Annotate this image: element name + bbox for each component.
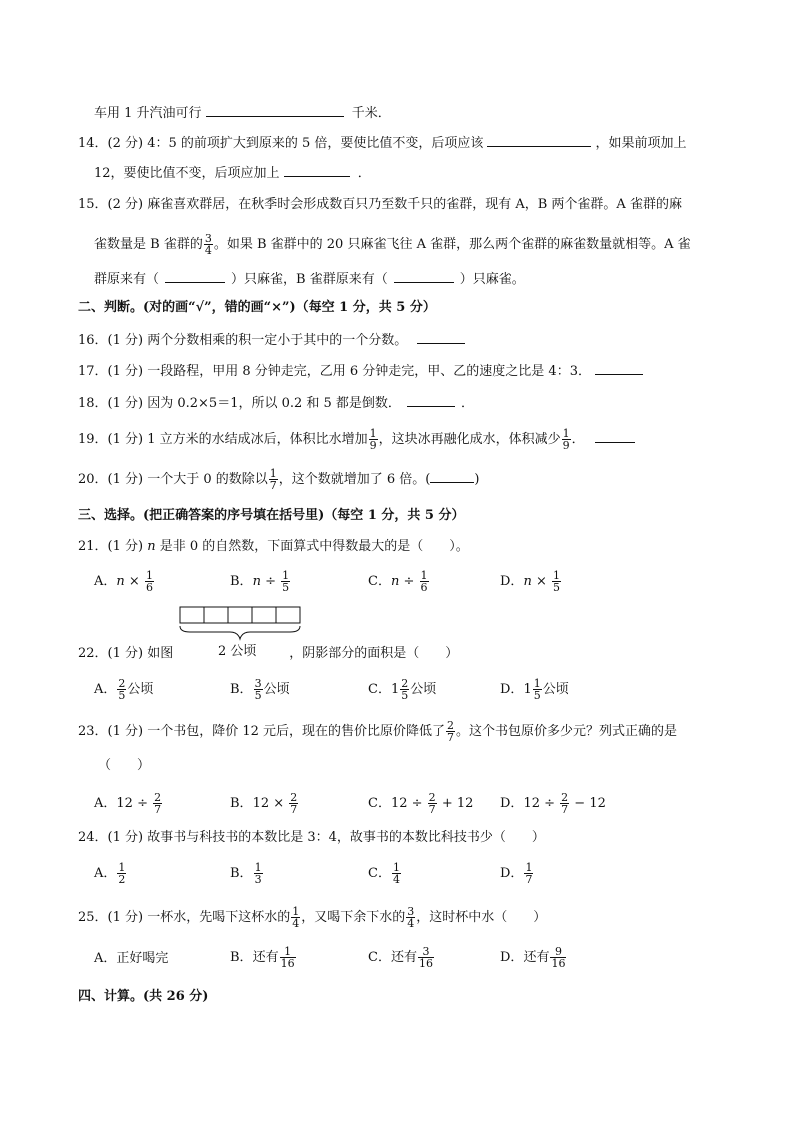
q23-option-b[interactable]: B．12 × $\frac{2}{7}$	[230, 791, 298, 816]
q15-line3-c: ）只麻雀。	[459, 272, 525, 287]
q20-c: )	[474, 472, 480, 487]
q16	[78, 330, 465, 350]
q21-option-c[interactable]: C．n ÷ $\frac{1}{6}$	[368, 569, 428, 594]
q25-c: ，这时杯中水（ ）	[416, 910, 547, 925]
q25	[78, 906, 546, 929]
q22-a: 22．(1 分) 如图	[78, 646, 174, 661]
q17-text: 17．(1 分) 一段路程，甲用 8 分钟走完，乙用 6 分钟走完，甲、乙的速度之比是 4：3．	[78, 364, 591, 379]
q14-mid: ，如果前项加上	[595, 136, 687, 151]
q20-a: 20．(1 分) 一个大于 0 的数除以	[78, 472, 268, 487]
q20	[78, 468, 479, 491]
q21-option-b[interactable]: B．n ÷ $\frac{1}{5}$	[230, 569, 290, 594]
q19-b: ，这块冰再融化成水，体积减少	[378, 432, 561, 447]
q18-text: 18．(1 分) 因为 0.2×5＝1，所以 0.2 和 5 都是倒数．	[78, 396, 401, 411]
q15-line3-a: 群原来有（	[94, 272, 160, 287]
q18-blank[interactable]	[407, 393, 455, 407]
q13-text: 车用 1 升汽油可行	[94, 106, 202, 121]
q25-fraction-2: $\frac{3}{4}$	[407, 905, 415, 930]
q15-fraction: $\frac{3}{4}$	[204, 232, 212, 257]
q15-line2	[94, 233, 691, 256]
q20-b: ，这个数就增加了 6 倍。(	[278, 472, 431, 487]
q17	[78, 361, 643, 381]
q13-tail	[94, 103, 391, 123]
q25-option-c[interactable]: C．还有 $\frac{3}{16}$	[368, 945, 433, 970]
q25-b: ，又喝下余下水的	[301, 910, 406, 925]
q22-option-c[interactable]: C．1 $\frac{2}{5}$ 公顷	[368, 677, 437, 702]
q25-option-a[interactable]: A．正好喝完	[94, 951, 169, 966]
q14-line2	[94, 163, 371, 183]
q22-option-b[interactable]: B． $\frac{3}{5}$ 公顷	[230, 677, 290, 702]
q17-blank[interactable]	[595, 361, 643, 375]
q23-b: 。这个书包原价多少元？列式正确的是	[456, 724, 678, 739]
q23-fraction: $\frac{2}{7}$	[447, 719, 455, 744]
q14-end: ．	[357, 166, 371, 181]
q23-option-c[interactable]: C．12 ÷ $\frac{2}{7}$ + 12	[368, 791, 474, 816]
q21-option-a[interactable]: A．n × $\frac{1}{6}$	[94, 569, 153, 594]
section-2-heading: 二、判断。(对的画“√”，错的画“×”)（每空 1 分，共 5 分）	[78, 300, 436, 315]
q19	[78, 428, 635, 451]
q22-figure-label: 2 公顷	[218, 644, 257, 659]
q19-fraction-2: $\frac{1}{9}$	[562, 427, 570, 452]
section-3-heading: 三、选择。(把正确答案的序号填在括号里)（每空 1 分，共 5 分）	[78, 508, 465, 523]
q16-blank[interactable]	[417, 330, 465, 344]
q22-option-a[interactable]: A． $\frac{2}{5}$ 公顷	[94, 677, 154, 702]
q15-line3-b: ）只麻雀，B 雀群原来有（	[231, 272, 388, 287]
q19-blank[interactable]	[595, 429, 635, 443]
q22-figure	[178, 606, 306, 646]
q19-a: 19．(1 分) 1 立方米的水结成冰后，体积比水增加	[78, 432, 368, 447]
q23	[78, 720, 677, 743]
q15-line3	[94, 269, 525, 289]
q15-blank-b[interactable]	[394, 269, 454, 283]
q15-blank-a[interactable]	[165, 269, 225, 283]
q14-line2-text: 12，要使比值不变，后项应加上	[94, 166, 280, 181]
q22	[78, 645, 458, 663]
q15-line2-a: 雀数量是 B 雀群的	[94, 237, 203, 252]
q25-fraction-1: $\frac{1}{4}$	[292, 905, 300, 930]
q13-answer-blank[interactable]	[206, 103, 344, 117]
q14-text: 14．(2 分) 4：5 的前项扩大到原来的 5 倍，要使比值不变，后项应该	[78, 136, 484, 151]
q24: 24．(1 分) 故事书与科技书的本数比是 3：4，故事书的本数比科技书少（ ）	[78, 830, 545, 845]
q23-option-d[interactable]: D．12 ÷ $\frac{2}{7}$ − 12	[500, 791, 606, 816]
q23-answer-paren: （ ）	[98, 758, 151, 773]
q21-var: n	[147, 539, 156, 554]
q18	[78, 393, 474, 413]
q16-text: 16．(1 分) 两个分数相乘的积一定小于其中的一个分数。	[78, 333, 408, 348]
q19-fraction-1: $\frac{1}{9}$	[369, 427, 377, 452]
q15-line1: 15．(2 分) 麻雀喜欢群居，在秋季时会形成数百只乃至数千只的雀群，现有 A，B 两个雀群。A 雀群的麻	[78, 197, 682, 212]
q18-end: ．	[460, 396, 474, 411]
q21	[78, 538, 469, 556]
q23-a: 23．(1 分) 一个书包，降价 12 元后，现在的售价比原价降低了	[78, 724, 446, 739]
section-4-heading: 四、计算。(共 26 分)	[78, 989, 209, 1004]
q24-option-a[interactable]: A． $\frac{1}{2}$	[94, 861, 126, 886]
q19-c: ．	[571, 432, 585, 447]
q14-blank-1[interactable]	[487, 133, 591, 147]
q23-option-a[interactable]: A．12 ÷ $\frac{2}{7}$	[94, 791, 162, 816]
q20-blank[interactable]	[430, 469, 474, 483]
q14-line1	[78, 133, 686, 153]
q25-option-b[interactable]: B．还有 $\frac{1}{16}$	[230, 945, 295, 970]
q20-fraction: $\frac{1}{7}$	[269, 467, 277, 492]
q13-unit: 千米．	[351, 106, 391, 121]
q25-option-d[interactable]: D．还有 $\frac{9}{16}$	[500, 945, 566, 970]
q24-option-c[interactable]: C． $\frac{1}{4}$	[368, 861, 400, 886]
q24-option-b[interactable]: B． $\frac{1}{3}$	[230, 861, 262, 886]
q14-blank-2[interactable]	[284, 163, 350, 177]
q21-a: 21．(1 分)	[78, 539, 144, 554]
q22-option-d[interactable]: D．1 $\frac{1}{5}$ 公顷	[500, 677, 569, 702]
q25-a: 25．(1 分) 一杯水，先喝下这杯水的	[78, 910, 291, 925]
q24-option-d[interactable]: D． $\frac{1}{7}$	[500, 861, 533, 886]
q21-b: 是非 0 的自然数，下面算式中得数最大的是（ ）。	[159, 539, 469, 554]
q22-b: ，阴影部分的面积是（ ）	[289, 646, 459, 661]
q15-line2-b: 。如果 B 雀群中的 20 只麻雀飞往 A 雀群，那么两个雀群的麻雀数量就相等。A 雀	[213, 237, 691, 252]
q21-option-d[interactable]: D．n × $\frac{1}{5}$	[500, 569, 560, 594]
